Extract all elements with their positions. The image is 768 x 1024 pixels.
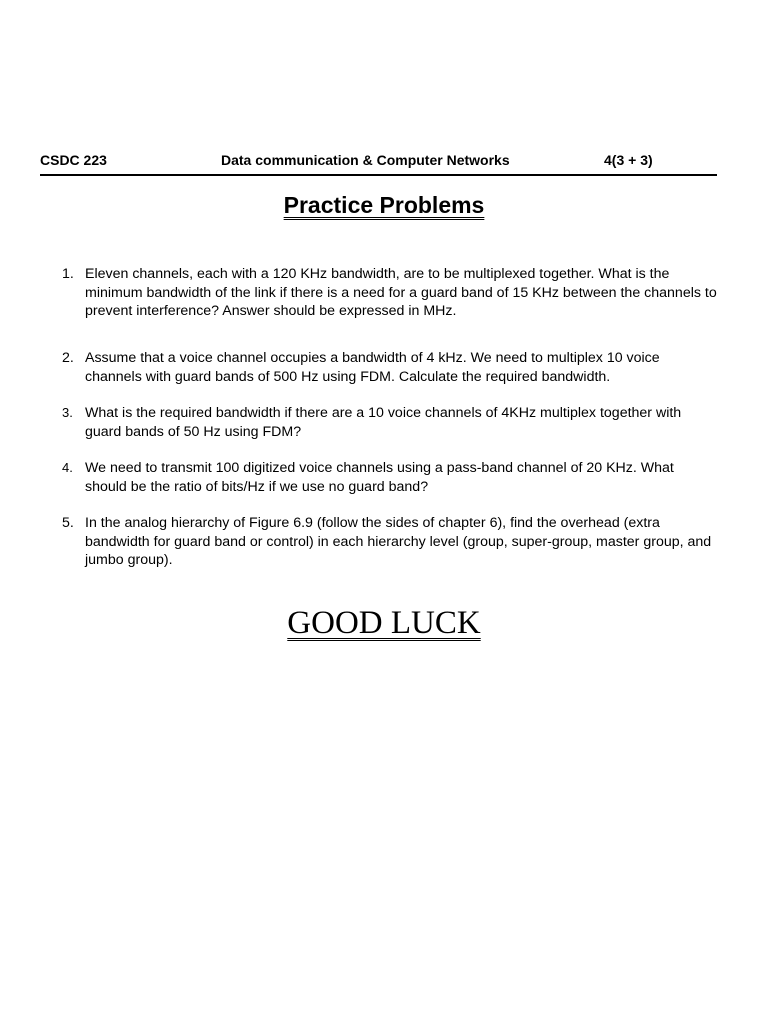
problem-text: Assume that a voice channel occupies a bandwidth of 4 kHz. We need to multiplex 10 voice channels with guard bands of 500 Hz using FDM. Calculate the required bandwidth. [85,350,660,385]
page-title-text: Practice Problems [283,192,485,218]
course-title: Data communication & Computer Networks [221,152,510,168]
document-header [40,152,716,172]
problem-text: What is the required bandwidth if there are a 10 voice channels of 4KHz multiplex together with guard bands of 50 Hz using FDM? [85,405,682,440]
problem-text: In the analog hierarchy of Figure 6.9 (follow the sides of chapter 6), find the overhead (extra bandwidth for guard band or control) in each hierarchy level (group, super-group, master group, and jumbo group). [85,515,712,568]
course-code: CSDC 223 [40,152,107,168]
problem-number: 5. [62,515,74,531]
header-divider [40,174,717,176]
problem-number: 4. [62,460,73,475]
problem-number: 3. [62,405,73,420]
closing-message [0,605,768,642]
page-title [0,192,768,219]
problem-number: 1. [62,266,74,282]
closing-text: GOOD LUCK [287,605,481,641]
problem-number: 2. [62,350,74,366]
course-credits: 4(3 + 3) [604,152,653,168]
problem-text: We need to transmit 100 digitized voice channels using a pass-band channel of 20 KHz. What should be the ratio of bits/Hz if we use no guard band? [85,460,674,495]
problem-text: Eleven channels, each with a 120 KHz bandwidth, are to be multiplexed together. What is the minimum bandwidth of the link if there is a need for a guard band of 15 KHz between the channels to prevent interference? Answer should be expressed in MHz. [85,266,717,319]
